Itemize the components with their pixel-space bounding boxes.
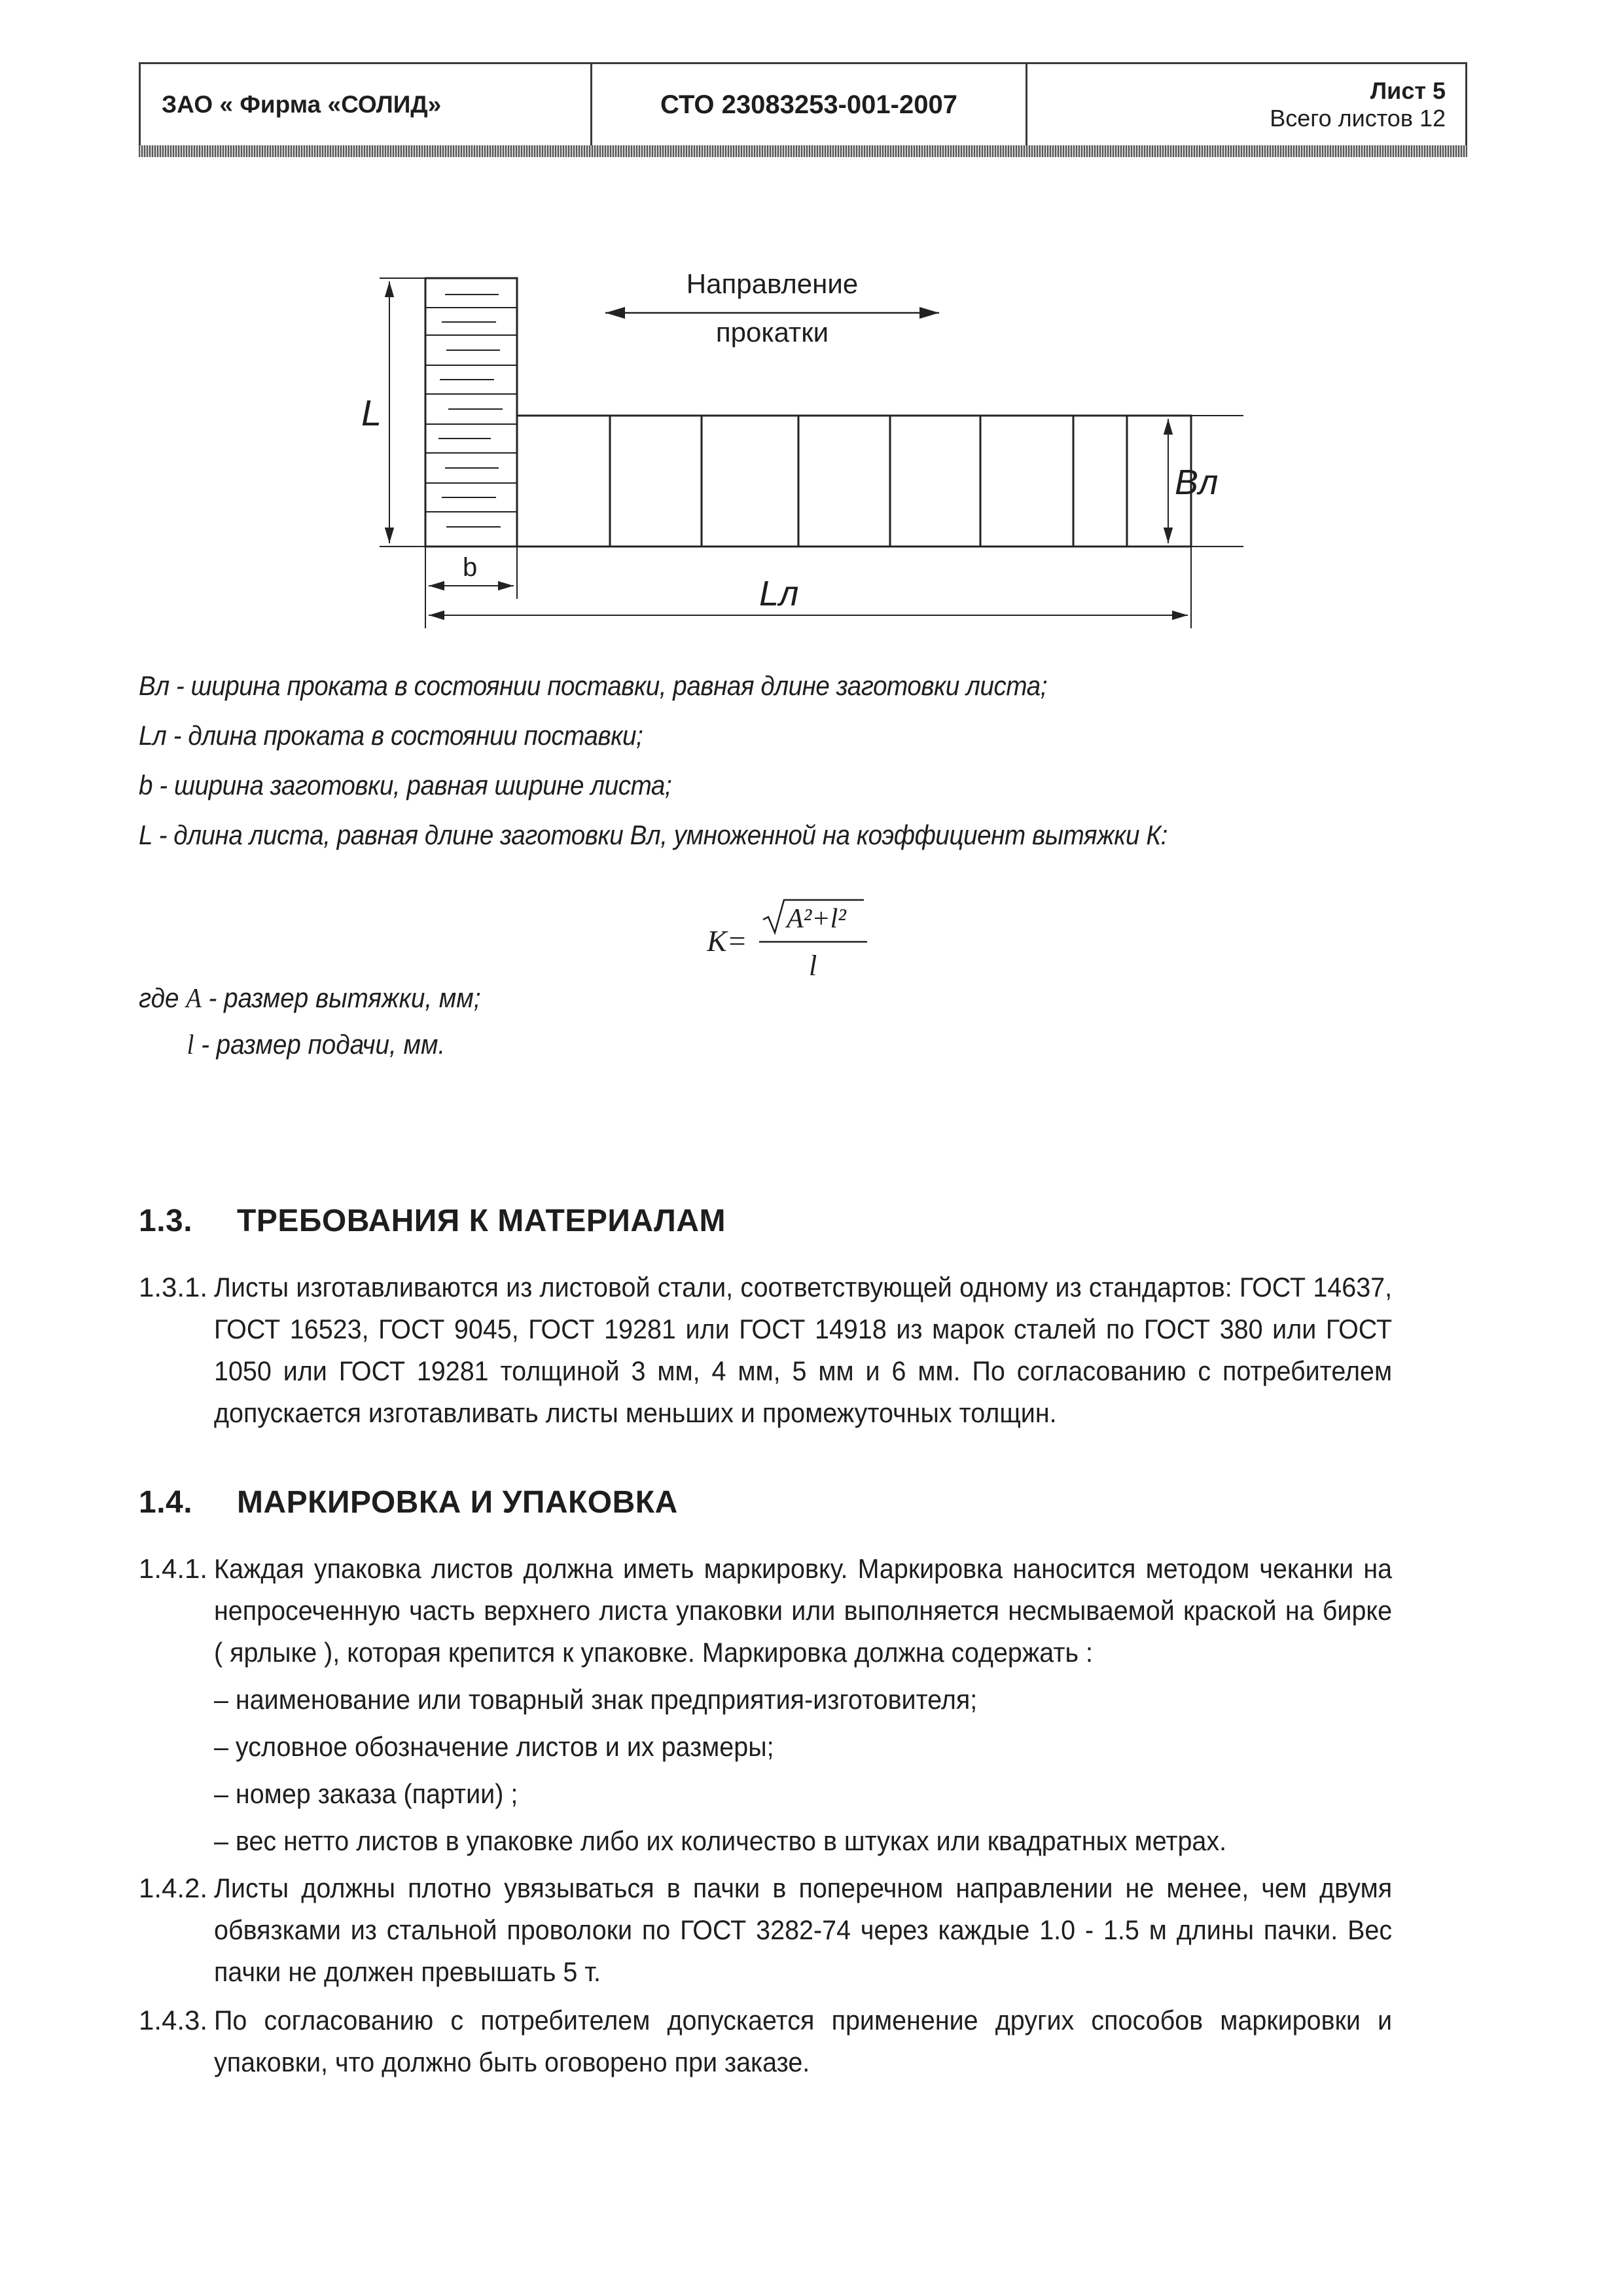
section-heading (139, 1476, 1467, 1528)
label-b: b (463, 553, 478, 582)
blank-hatching (425, 295, 517, 527)
sheet-info (1027, 64, 1465, 145)
section-materials (139, 1194, 1467, 1434)
formula-numerator: A²+l² (787, 904, 846, 934)
variable-l-description: - размер подачи, мм. (194, 1029, 446, 1060)
label-Ll: Lл (759, 574, 799, 613)
section-number: 1.4. (139, 1484, 193, 1520)
strip-rect (517, 416, 1191, 547)
diagram-legend (139, 661, 1382, 860)
blank-rect (425, 278, 517, 547)
company-name: ЗАО « Фирма «СОЛИД» (141, 64, 592, 145)
formula-denominator: l (809, 950, 817, 982)
formula-lhs: K= (707, 924, 747, 958)
variable-l: l (187, 1030, 194, 1060)
variable-A-line (139, 975, 481, 1022)
list-item: – наименование или товарный знак предприятия-изготовителя; (214, 1684, 978, 1715)
clause-number: 1.4.2. (139, 1873, 208, 1903)
variable-A: A (186, 984, 202, 1014)
header-hatch-band (139, 145, 1467, 157)
formula-svg (707, 893, 877, 985)
label-Bl: Bл (1175, 463, 1219, 502)
formula-variables (139, 975, 510, 1068)
list-item: – условное обозначение листов и их размеры; (214, 1731, 774, 1762)
list-item: – вес нетто листов в упаковке либо их количество в штуках или квадратных метрах. (214, 1825, 1227, 1856)
section-heading (139, 1194, 1467, 1247)
document-code: СТО 23083253-001-2007 (592, 64, 1027, 145)
label-L: L (361, 392, 382, 433)
section-title: ТРЕБОВАНИЯ К МАТЕРИАЛАМ (237, 1203, 726, 1238)
section-title: МАРКИРОВКА И УПАКОВКА (237, 1484, 678, 1520)
clause-text: Листы изготавливаются из листовой стали, соответствующей одному из стандартов: ГОСТ 14637, ГОСТ 16523, ГОСТ 9045, ГОСТ 19281 или ГОСТ 14918 из марок сталей по ГОСТ 380 или ГОСТ 1050 или ГОСТ 19281 толщиной 3 мм, 4 мм, 5 мм и 6 мм. По согласованию с потребителем допускается изготавливать листы меньших и промежуточных толщин. (214, 1272, 1393, 1428)
variable-l-line (139, 1022, 481, 1068)
clause (139, 1266, 1467, 1434)
clause-number: 1.4.3. (139, 2005, 208, 2036)
clause-number: 1.3.1. (139, 1272, 208, 1302)
clause-text: Каждая упаковка листов должна иметь маркировку. Маркировка наносится методом чеканки на непросеченную часть верхнего листа упаковки или выполняется несмываемой краской на бирке ( ярлыке ), которая крепится к упаковке. Маркировка должна содержать : (214, 1553, 1393, 1668)
rolling-diagram (327, 249, 1243, 648)
sheet-number: Лист 5 (1370, 77, 1446, 104)
list-item: – номер заказа (партии) ; (214, 1778, 518, 1809)
strip-dividers (610, 416, 1127, 547)
variable-A-description: - размер вытяжки, мм; (201, 982, 481, 1013)
total-sheets: Всего листов 12 (1270, 105, 1446, 132)
legend-line: Lл - длина проката в состоянии поставки; (139, 720, 643, 751)
page-header (139, 62, 1467, 154)
section-number: 1.3. (139, 1203, 193, 1238)
direction-label-line1: Направление (686, 268, 859, 299)
where-prefix: где (139, 982, 187, 1013)
direction-label-line2: прокатки (715, 317, 829, 348)
legend-line: b - ширина заготовки, равная ширине листа; (139, 770, 672, 800)
stretch-coefficient-formula (707, 893, 877, 985)
clause-text: Листы должны плотно увязываться в пачки в поперечном направлении не менее, чем двумя обвязками из стальной проволоки по ГОСТ 3282-74 через каждые 1.0 - 1.5 м длины пачки. Вес пачки не должен превышать 5 т. (214, 1873, 1393, 1987)
marking-requirements-list (139, 1676, 1467, 1865)
clause-number: 1.4.1. (139, 1553, 208, 1584)
clause-text: По согласованию с потребителем допускается применение других способов маркировки и упаковки, что должно быть оговорено при заказе. (214, 2005, 1393, 2077)
clause (139, 2000, 1467, 2083)
rolling-diagram-svg (327, 249, 1243, 648)
legend-line: Вл - ширина проката в состоянии поставки, равная длине заготовки листа; (139, 670, 1047, 701)
legend-line: L - длина листа, равная длине заготовки Вл, умноженной на коэффициент вытяжки К: (139, 819, 1168, 850)
clause (139, 1548, 1467, 1674)
section-marking-packing (139, 1476, 1467, 2083)
clause (139, 1867, 1467, 1993)
